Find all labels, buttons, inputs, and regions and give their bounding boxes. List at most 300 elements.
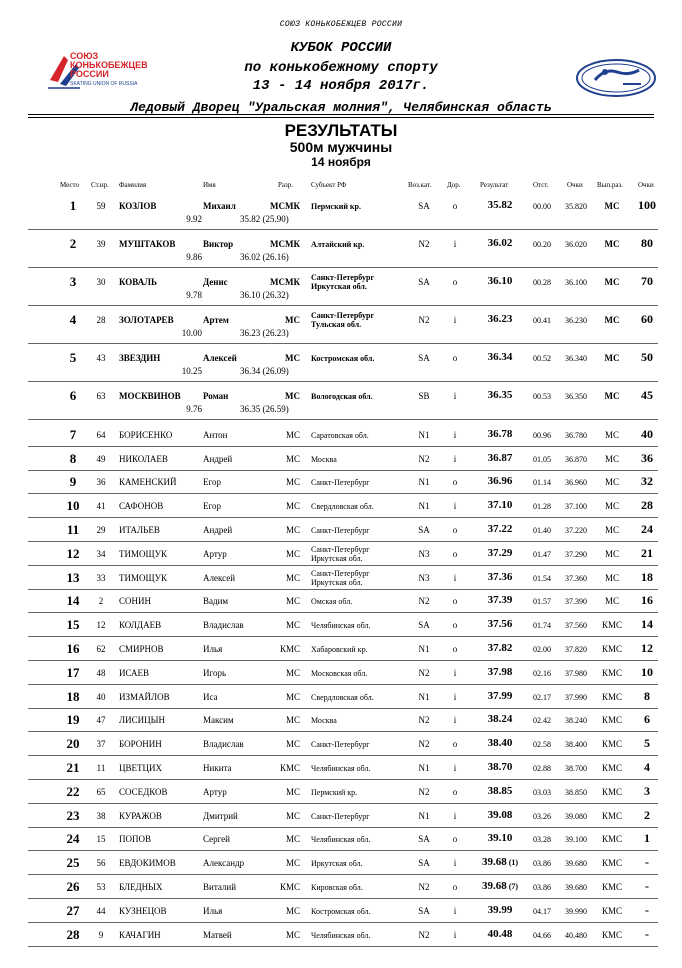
points-cell: 36.340 [565, 354, 587, 363]
place-cell: 3 [69, 274, 77, 289]
surname-cell: ЗОЛОТАРЕВ [119, 315, 174, 325]
achieved-rank-cell: МС [604, 353, 620, 363]
region-cell [311, 621, 370, 630]
name-cell: Михаил [203, 201, 236, 211]
lane-cell: i [453, 763, 457, 774]
region-line: Костромская обл. [311, 906, 371, 916]
region-cell [311, 907, 371, 916]
points-cell: 35.820 [565, 202, 587, 211]
surname-cell: ИСАЕВ [119, 667, 150, 678]
result-cell: 37.39 [487, 594, 513, 607]
agecat-cell: SA [418, 620, 430, 631]
surname-cell: МОСКВИНОВ [119, 391, 181, 401]
region-line: Омская обл. [311, 597, 353, 607]
place-cell: 20 [66, 736, 80, 752]
split-100m: 9.78 [186, 290, 202, 300]
region-line: Московская обл. [311, 668, 368, 678]
points-cell: 39.680 [565, 859, 587, 869]
achieved-rank-cell: МС [604, 572, 619, 583]
lane-cell: i [453, 315, 457, 325]
result-row [0, 344, 682, 382]
agecat-cell: N2 [418, 715, 430, 726]
achieved-rank-cell: МС [604, 315, 620, 325]
surname-cell: ТИМОЩУК [119, 572, 167, 583]
bib-cell: 29 [96, 525, 106, 536]
rank-cell: МС [285, 501, 300, 512]
name-cell: Роман [203, 391, 229, 401]
lane-cell: o [452, 882, 458, 893]
lane-cell: i [453, 858, 457, 869]
result-cell: 38.24 [487, 713, 513, 726]
points-cell: 36.230 [565, 316, 587, 325]
result-row [0, 899, 682, 923]
achieved-rank-cell: МС [604, 391, 620, 401]
place-cell: 24 [66, 831, 80, 847]
result-cell: 37.98 [487, 665, 513, 678]
result-cell: 37.22 [487, 523, 513, 536]
region-cell [311, 273, 374, 291]
agecat-cell: N2 [418, 882, 430, 893]
bib-cell: 12 [96, 620, 106, 631]
region-cell [311, 526, 370, 535]
region-line: Санкт-Петербург [311, 544, 370, 554]
result-cell: 37.10 [487, 499, 513, 512]
agecat-cell: SA [418, 525, 430, 536]
result-row [0, 542, 682, 566]
behind-cell: 02.00 [533, 645, 551, 655]
behind-cell: 01.14 [533, 478, 551, 488]
row-divider [28, 946, 658, 947]
region-cell [311, 597, 352, 606]
region-line: Санкт-Петербург [311, 740, 370, 750]
achieved-rank-cell: МС [604, 277, 620, 287]
score-cell: 8 [644, 688, 650, 703]
result-row [0, 875, 682, 899]
event-dates: 13 - 14 ноября 2017г. [252, 78, 430, 94]
result-row [0, 613, 682, 637]
agecat-cell: N1 [418, 763, 430, 774]
split-final-lap: 36.10 (26.32) [240, 290, 289, 300]
result-cell: 36.10 [487, 275, 513, 287]
surname-cell: ИТАЛЬЕВ [119, 525, 160, 536]
rank-cell: МС [285, 477, 300, 488]
event-day: 14 ноября [311, 155, 371, 169]
bib-cell: 28 [96, 315, 106, 325]
name-cell: Антон [203, 429, 228, 440]
region-line: Москва [311, 454, 337, 464]
result-cell: 38.70 [487, 761, 513, 774]
rank-cell: МСМК [269, 201, 300, 211]
rank-cell: МС [285, 691, 300, 702]
region-line: Пермский кр. [311, 787, 358, 797]
bib-cell: 62 [96, 644, 106, 655]
place-cell: 7 [69, 426, 77, 442]
col-region: Субъект РФ [311, 181, 347, 189]
name-cell: Егор [203, 477, 221, 488]
result-cell: 36.78 [487, 427, 513, 440]
lane-cell: i [453, 929, 457, 940]
region-cell [311, 764, 370, 773]
points-cell: 39.080 [565, 811, 587, 821]
results-heading: РЕЗУЛЬТАТЫ [284, 121, 398, 140]
result-cell: 39.68 (7) [481, 880, 519, 893]
result-row [0, 192, 682, 230]
score-cell: 70 [641, 274, 653, 288]
bib-cell: 38 [96, 810, 106, 821]
behind-cell: 00.00 [533, 202, 551, 211]
agecat-cell: N2 [418, 739, 430, 750]
agecat-cell: N1 [418, 501, 430, 512]
bib-cell: 63 [96, 391, 106, 401]
surname-cell: КОЛДАЕВ [119, 620, 162, 631]
region-line: Вологодская обл. [311, 392, 373, 401]
rank-cell: КМС [279, 763, 300, 774]
bib-cell: 43 [96, 353, 106, 363]
surname-cell: КАЧАГИН [119, 929, 161, 940]
lane-cell: o [452, 834, 458, 845]
result-row [0, 661, 682, 685]
bib-cell: 44 [96, 905, 106, 916]
score-cell: - [645, 902, 649, 917]
split-100m: 9.92 [186, 214, 202, 224]
region-cell [311, 931, 370, 940]
event-name: 500м мужчины [289, 139, 393, 155]
region-line: Тульская обл. [311, 320, 362, 329]
place-cell: 19 [66, 712, 80, 728]
points-cell: 39.680 [565, 883, 587, 893]
result-cell: 39.68 (1) [481, 856, 519, 869]
rank-cell: МС [285, 620, 300, 631]
result-row [0, 590, 682, 614]
name-cell: Виктор [203, 239, 234, 249]
split-100m: 9.86 [186, 252, 202, 262]
lane-cell: i [453, 239, 457, 249]
points-cell: 37.290 [565, 549, 587, 559]
region-cell [311, 883, 363, 892]
agecat-cell: N2 [418, 315, 430, 325]
region-line: Иркутская обл. [311, 282, 367, 291]
region-cell [311, 812, 370, 821]
rank-cell: МС [285, 905, 300, 916]
bib-cell: 59 [96, 201, 106, 211]
name-cell: Матвей [203, 929, 232, 940]
result-row [0, 780, 682, 804]
achieved-rank-cell: МС [604, 477, 619, 488]
score-cell: 100 [638, 198, 656, 212]
name-cell: Алексей [203, 353, 237, 363]
surname-cell: КОЗЛОВ [119, 201, 157, 211]
split-100m: 10.25 [181, 366, 202, 376]
region-cell [311, 455, 337, 464]
achieved-rank-cell: КМС [601, 786, 622, 797]
region-line: Санкт-Петербург [311, 568, 370, 578]
header-divider [28, 117, 654, 118]
result-cell: 35.82 [487, 199, 513, 211]
bib-cell: 40 [96, 691, 106, 702]
header-divider [28, 114, 654, 115]
bib-cell: 65 [96, 786, 106, 797]
lane-cell: i [453, 905, 457, 916]
place-cell: 26 [66, 879, 80, 895]
region-line: Челябинская обл. [311, 835, 371, 845]
cup-title: КУБОК РОССИИ [290, 40, 392, 56]
surname-cell: НИКОЛАЕВ [119, 453, 168, 464]
rank-cell: МС [285, 834, 300, 845]
split-final-lap: 36.23 (26.23) [240, 328, 289, 338]
name-cell: Максим [203, 715, 234, 726]
name-cell: Алексей [203, 572, 236, 583]
col-rank: Разр. [278, 181, 294, 189]
agecat-cell: N3 [418, 572, 430, 583]
rank-cell: МС [285, 429, 300, 440]
region-cell [311, 502, 374, 511]
points-cell: 36.960 [565, 478, 587, 488]
lane-cell: o [452, 548, 458, 559]
lane-cell: i [453, 810, 457, 821]
result-cell: 40.48 [487, 927, 513, 940]
rank-cell: МС [285, 596, 300, 607]
region-line: Иркутская обл. [311, 577, 363, 587]
achieved-rank-cell: КМС [601, 929, 622, 940]
surname-cell: БОРОНИН [119, 739, 162, 750]
region-line: Челябинская обл. [311, 764, 371, 774]
rank-cell: КМС [279, 882, 300, 893]
lane-cell: o [452, 644, 458, 655]
agecat-cell: N2 [418, 667, 430, 678]
agecat-cell: SA [418, 277, 430, 287]
lane-cell: o [452, 525, 458, 536]
result-row [0, 685, 682, 709]
result-cell: 39.10 [487, 832, 513, 845]
logo-text: СОЮЗ КОНЬКОБЕЖЦЕВ РОССИИ [70, 51, 148, 79]
achieved-rank-cell: КМС [601, 834, 622, 845]
region-cell [311, 645, 368, 654]
score-cell: 45 [641, 388, 653, 402]
achieved-rank-cell: КМС [601, 715, 622, 726]
result-cell: 37.82 [487, 642, 513, 655]
score-cell: 28 [641, 498, 653, 513]
behind-cell: 01.28 [533, 502, 551, 512]
achieved-rank-cell: КМС [601, 882, 622, 893]
lane-cell: o [452, 620, 458, 631]
rank-cell: МС [285, 858, 300, 869]
lane-cell: i [453, 453, 457, 464]
col-behind: Отст. [533, 181, 549, 189]
region-cell [311, 716, 337, 725]
col-lane: Дор. [447, 181, 461, 189]
bib-cell: 47 [96, 715, 106, 726]
rank-cell: МС [285, 739, 300, 750]
lane-cell: i [453, 429, 457, 440]
result-row [0, 382, 682, 420]
name-cell: Артур [203, 548, 227, 559]
agecat-cell: SA [418, 201, 430, 211]
name-cell: Александр [203, 858, 245, 869]
points-cell: 37.980 [565, 668, 587, 678]
name-cell: Денис [203, 277, 228, 287]
bib-cell: 11 [96, 763, 106, 774]
name-cell: Илья [203, 905, 223, 916]
behind-cell: 01.54 [533, 573, 551, 583]
place-cell: 17 [66, 664, 80, 680]
achieved-rank-cell: КМС [601, 763, 622, 774]
logo-tagline: SKATING UNION OF RUSSIA [70, 81, 138, 87]
region-line: Санкт-Петербург [311, 311, 375, 320]
split-final-lap: 35.82 (25.90) [240, 214, 289, 224]
col-bib: Ст.нр. [91, 181, 109, 189]
achieved-rank-cell: КМС [601, 644, 622, 655]
col-result: Результат [480, 181, 509, 189]
rank-cell: МС [285, 667, 300, 678]
points-cell: 38.850 [565, 787, 587, 797]
points-cell: 36.020 [565, 240, 587, 249]
behind-cell: 03.86 [533, 883, 551, 893]
bib-cell: 30 [96, 277, 106, 287]
surname-cell: СОСЕДКОВ [119, 786, 168, 797]
score-cell: 16 [641, 593, 653, 608]
rank-cell: МСМК [269, 239, 300, 249]
points-cell: 39.100 [565, 835, 587, 845]
points-cell: 40.480 [565, 930, 587, 940]
rank-cell: КМС [279, 644, 300, 655]
lane-cell: o [452, 786, 458, 797]
bib-cell: 2 [98, 596, 104, 607]
name-cell: Илья [203, 644, 223, 655]
points-cell: 37.390 [565, 597, 587, 607]
col-agecat: Воз.кат. [408, 181, 432, 189]
result-cell: 36.87 [487, 451, 513, 464]
points-cell: 38.400 [565, 740, 587, 750]
region-line: Москва [311, 716, 337, 726]
behind-cell: 04.66 [533, 930, 551, 940]
behind-cell: 03.86 [533, 859, 551, 869]
achieved-rank-cell: КМС [601, 691, 622, 702]
bib-cell: 48 [96, 667, 106, 678]
place-cell: 1 [69, 198, 77, 213]
lane-cell: o [452, 477, 458, 488]
score-cell: 50 [641, 350, 653, 364]
result-cell: 37.56 [487, 618, 513, 631]
lane-cell: i [453, 691, 457, 702]
achieved-rank-cell: МС [604, 201, 620, 211]
agecat-cell: N3 [418, 548, 430, 559]
result-cell: 37.29 [487, 546, 513, 559]
agecat-cell: N1 [418, 477, 430, 488]
score-cell: 21 [641, 545, 653, 560]
region-line: Челябинская обл. [311, 930, 371, 940]
surname-cell: КОВАЛЬ [119, 277, 157, 287]
surname-cell: ЦВЕТЦИХ [119, 763, 162, 774]
lane-cell: i [453, 501, 457, 512]
agecat-cell: SA [418, 905, 430, 916]
agecat-cell: N1 [418, 691, 430, 702]
score-cell: 40 [641, 426, 653, 441]
result-cell: 39.08 [487, 808, 513, 821]
score-cell: 36 [641, 450, 653, 465]
surname-cell: БЛЕДНЫХ [119, 882, 163, 893]
place-cell: 2 [69, 236, 77, 251]
region-line: Санкт-Петербург [311, 478, 370, 488]
result-row [0, 566, 682, 590]
region-cell [311, 669, 367, 678]
surname-cell: ИЗМАЙЛОВ [119, 691, 170, 702]
behind-cell: 03.03 [533, 787, 551, 797]
surname-cell: СМИРНОВ [119, 644, 164, 655]
agecat-cell: N1 [418, 429, 430, 440]
achieved-rank-cell: КМС [601, 858, 622, 869]
lane-cell: o [452, 353, 458, 363]
result-cell: 37.36 [487, 570, 513, 583]
bib-cell: 33 [96, 572, 106, 583]
score-cell: 12 [641, 641, 653, 656]
result-row [0, 518, 682, 542]
achieved-rank-cell: КМС [601, 739, 622, 750]
behind-cell: 04.17 [533, 906, 551, 916]
name-cell: Сергей [203, 834, 230, 845]
region-cell [311, 693, 374, 702]
surname-cell: СОНИН [119, 596, 152, 607]
lane-cell: o [452, 201, 458, 211]
score-cell: 10 [641, 664, 653, 679]
result-row [0, 851, 682, 875]
agecat-cell: N2 [418, 786, 430, 797]
behind-cell: 02.17 [533, 692, 551, 702]
surname-cell: ТИМОЩУК [119, 548, 167, 559]
result-row [0, 923, 682, 947]
points-cell: 38.700 [565, 764, 587, 774]
score-cell: 2 [644, 807, 650, 822]
result-cell: 38.85 [487, 784, 513, 797]
surname-cell: САФОНОВ [119, 501, 164, 512]
bib-cell: 64 [96, 429, 106, 440]
result-row [0, 471, 682, 495]
points-cell: 37.820 [565, 645, 587, 655]
place-cell: 25 [66, 855, 80, 871]
result-row [0, 804, 682, 828]
region-cell [311, 354, 374, 363]
split-100m: 10.00 [181, 328, 202, 338]
agecat-cell: N1 [418, 644, 430, 655]
bib-cell: 56 [96, 858, 106, 869]
behind-cell: 02.42 [533, 716, 551, 726]
surname-cell: БОРИСЕНКО [119, 429, 173, 440]
bib-cell: 53 [96, 882, 106, 893]
region-line: Свердловская обл. [311, 692, 374, 702]
agecat-cell: N2 [418, 239, 430, 249]
result-row [0, 828, 682, 852]
name-cell: Игорь [203, 667, 227, 678]
region-line: Санкт-Петербург [311, 273, 375, 282]
row-divider [28, 419, 658, 420]
behind-cell: 00.41 [533, 316, 551, 325]
place-cell: 5 [69, 350, 77, 365]
col-place: Место [60, 181, 79, 189]
place-cell: 10 [66, 498, 80, 514]
result-row [0, 637, 682, 661]
behind-cell: 02.58 [533, 740, 551, 750]
behind-cell: 00.96 [533, 430, 551, 440]
behind-cell: 01.40 [533, 526, 551, 536]
region-line: Свердловская обл. [311, 502, 374, 512]
rank-cell: МС [285, 715, 300, 726]
col-achieved: Вып.раз. [597, 181, 623, 189]
bib-cell: 37 [96, 739, 106, 750]
region-line: Иркутская обл. [311, 553, 363, 563]
behind-cell: 01.57 [533, 597, 551, 607]
name-cell: Андрей [203, 525, 233, 536]
result-cell: 36.02 [487, 237, 513, 249]
achieved-rank-cell: КМС [601, 667, 622, 678]
